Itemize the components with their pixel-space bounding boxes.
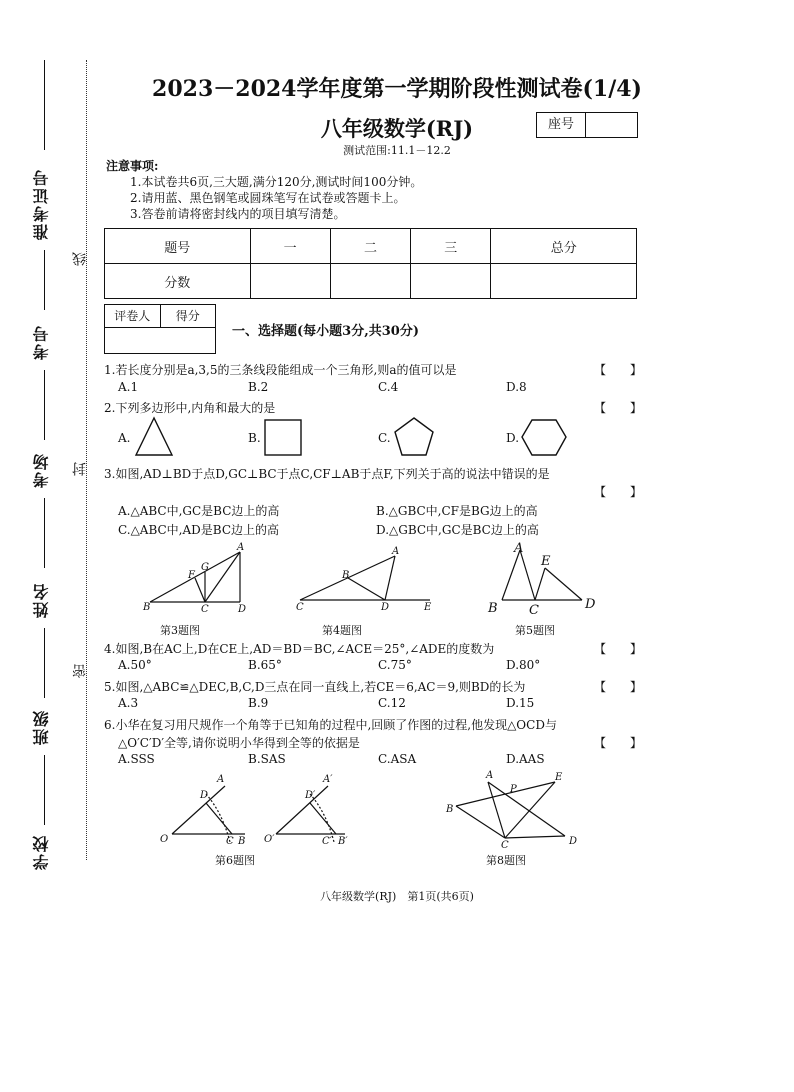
fig4-label: E xyxy=(424,602,432,613)
fig3-label: C xyxy=(201,604,209,615)
option: A.3 xyxy=(118,696,139,710)
note-item: 2.请用蓝、黑色钢笔或圆珠笔写在试卷或答题卡上。 xyxy=(130,191,406,205)
option: C.△ABC中,AD是BC边上的高 xyxy=(118,523,280,537)
fig6b-label: D′ xyxy=(305,790,316,801)
score-header: 一 xyxy=(250,229,330,264)
question-4: 4.如图,B在AC上,D在CE上,AD＝BD＝BC,∠ACE＝25°,∠ADE的度数为 xyxy=(104,642,495,656)
question-3: 3.如图,AD⊥BD于点D,GC⊥BC于点C,CF⊥AB于点F,下列关于高的说法中错误的是 xyxy=(104,467,550,481)
name-label: 姓名 xyxy=(32,582,51,618)
answer-bracket[interactable]: 【 】 xyxy=(594,642,643,656)
option: D.AAS xyxy=(506,752,545,766)
option: C.4 xyxy=(378,380,399,394)
figure-caption: 第4题图 xyxy=(322,624,362,637)
option: C. xyxy=(378,431,391,445)
note-item: 3.答卷前请将密封线内的项目填写清楚。 xyxy=(130,207,346,221)
exam-id-label: 准考证号 xyxy=(32,168,51,240)
candidate-number-label: 考号 xyxy=(32,324,51,360)
fig5-label: E xyxy=(541,554,551,569)
score-header: 总分 xyxy=(491,229,637,264)
option: D.80° xyxy=(506,658,541,672)
answer-bracket[interactable]: 【 】 xyxy=(594,680,643,694)
fig6b-label: O′ xyxy=(264,834,275,845)
option: C.75° xyxy=(378,658,412,672)
seal-char-seal: 封 xyxy=(72,462,88,476)
question-1: 1.若长度分别是a,3,5的三条线段能组成一个三角形,则a的值可以是 xyxy=(104,363,457,377)
fig5-label: B xyxy=(488,601,498,616)
fig5-label: D xyxy=(585,597,596,612)
fig6b-label: C′ xyxy=(322,836,332,847)
fig5-label: A xyxy=(514,541,524,556)
option: C.ASA xyxy=(378,752,417,766)
paper-subtitle: 八年级数学(RJ) xyxy=(320,116,474,141)
fig3-label: A xyxy=(237,542,245,553)
option: B.SAS xyxy=(248,752,286,766)
option: B.9 xyxy=(248,696,269,710)
fig4-label: C xyxy=(296,602,304,613)
fig4-label: A xyxy=(392,546,400,557)
fig8-label: C xyxy=(501,840,509,851)
fig4-label: D xyxy=(381,602,390,613)
option: A. xyxy=(118,431,131,445)
figure-caption: 第6题图 xyxy=(215,854,255,867)
answer-bracket[interactable]: 【 】 xyxy=(594,485,643,499)
score-header: 三 xyxy=(411,229,491,264)
option: D.△GBC中,GC是BC边上的高 xyxy=(376,523,539,537)
question-2: 2.下列多边形中,内角和最大的是 xyxy=(104,401,276,415)
answer-bracket[interactable]: 【 】 xyxy=(594,736,643,750)
option: D.15 xyxy=(506,696,535,710)
fig6-label: D xyxy=(200,790,209,801)
figure-caption: 第8题图 xyxy=(486,854,526,867)
fig8-label: D xyxy=(569,836,578,847)
fig8-label: E xyxy=(555,772,563,783)
option: B.2 xyxy=(248,380,269,394)
fig3-label: D xyxy=(238,604,247,615)
option: B.△GBC中,CF是BG边上的高 xyxy=(376,504,538,518)
notes-heading: 注意事项: xyxy=(106,159,159,173)
paper-title: 2023－2024学年度第一学期阶段性测试卷(1/4) xyxy=(152,76,642,102)
class-label: 班级 xyxy=(32,709,51,745)
fig6-label: A xyxy=(217,774,225,785)
option: B.65° xyxy=(248,658,282,672)
grader-label: 评卷人 xyxy=(105,305,161,327)
section-heading: 一、选择题(每小题3分,共30分) xyxy=(232,324,419,339)
question-6: 6.小华在复习用尺规作一个角等于已知角的过程中,回顾了作图的过程,他发现△OCD与 xyxy=(104,718,557,732)
seat-label: 座号 xyxy=(537,113,586,137)
fig8-label: P xyxy=(510,784,517,795)
fig4-label: B xyxy=(342,570,350,581)
score-header: 二 xyxy=(330,229,410,264)
fig6b-label: A′ xyxy=(323,774,333,785)
fig3-label: G xyxy=(201,562,209,573)
fig6b-label: B′ xyxy=(338,836,348,847)
seal-char-secret: 密 xyxy=(72,664,88,678)
fig3-label: F xyxy=(188,570,195,581)
option: A.1 xyxy=(118,380,139,394)
fig6-label: C xyxy=(226,836,234,847)
page-footer: 八年级数学(RJ) 第1页(共6页) xyxy=(320,890,474,903)
note-item: 1.本试卷共6页,三大题,满分120分,测试时间100分钟。 xyxy=(130,175,423,189)
exam-room-label: 考场 xyxy=(32,452,51,488)
option: D. xyxy=(506,431,520,445)
grade-label: 得分 xyxy=(175,309,200,323)
score-row-label: 分数 xyxy=(105,264,251,299)
answer-bracket[interactable]: 【 】 xyxy=(594,363,643,377)
answer-bracket[interactable]: 【 】 xyxy=(594,401,643,415)
option: A.SSS xyxy=(118,752,155,766)
option: C.12 xyxy=(378,696,406,710)
school-label: 学校 xyxy=(32,834,51,870)
fig8-label: A xyxy=(486,770,494,781)
option: D.8 xyxy=(506,380,527,394)
figure-caption: 第5题图 xyxy=(515,624,555,637)
option: A.△ABC中,GC是BC边上的高 xyxy=(118,504,280,518)
figure-caption: 第3题图 xyxy=(160,624,200,637)
fig6-label: B xyxy=(238,836,246,847)
fig3-label: B xyxy=(143,602,151,613)
seal-char-line: 线 xyxy=(72,252,88,266)
fig5-label: C xyxy=(529,603,539,618)
fig6-label: O xyxy=(160,834,169,845)
score-header: 题号 xyxy=(105,229,251,264)
option: A.50° xyxy=(118,658,152,672)
test-scope: 测试范围:11.1－12.2 xyxy=(343,144,451,157)
question-5: 5.如图,△ABC≌△DEC,B,C,D三点在同一直线上,若CE＝6,AC＝9,则BD的长为 xyxy=(104,680,526,694)
fig8-label: B xyxy=(446,804,454,815)
option: B. xyxy=(248,431,261,445)
question-6-cont: △O′C′D′全等,请你说明小华得到全等的依据是 xyxy=(118,736,360,750)
